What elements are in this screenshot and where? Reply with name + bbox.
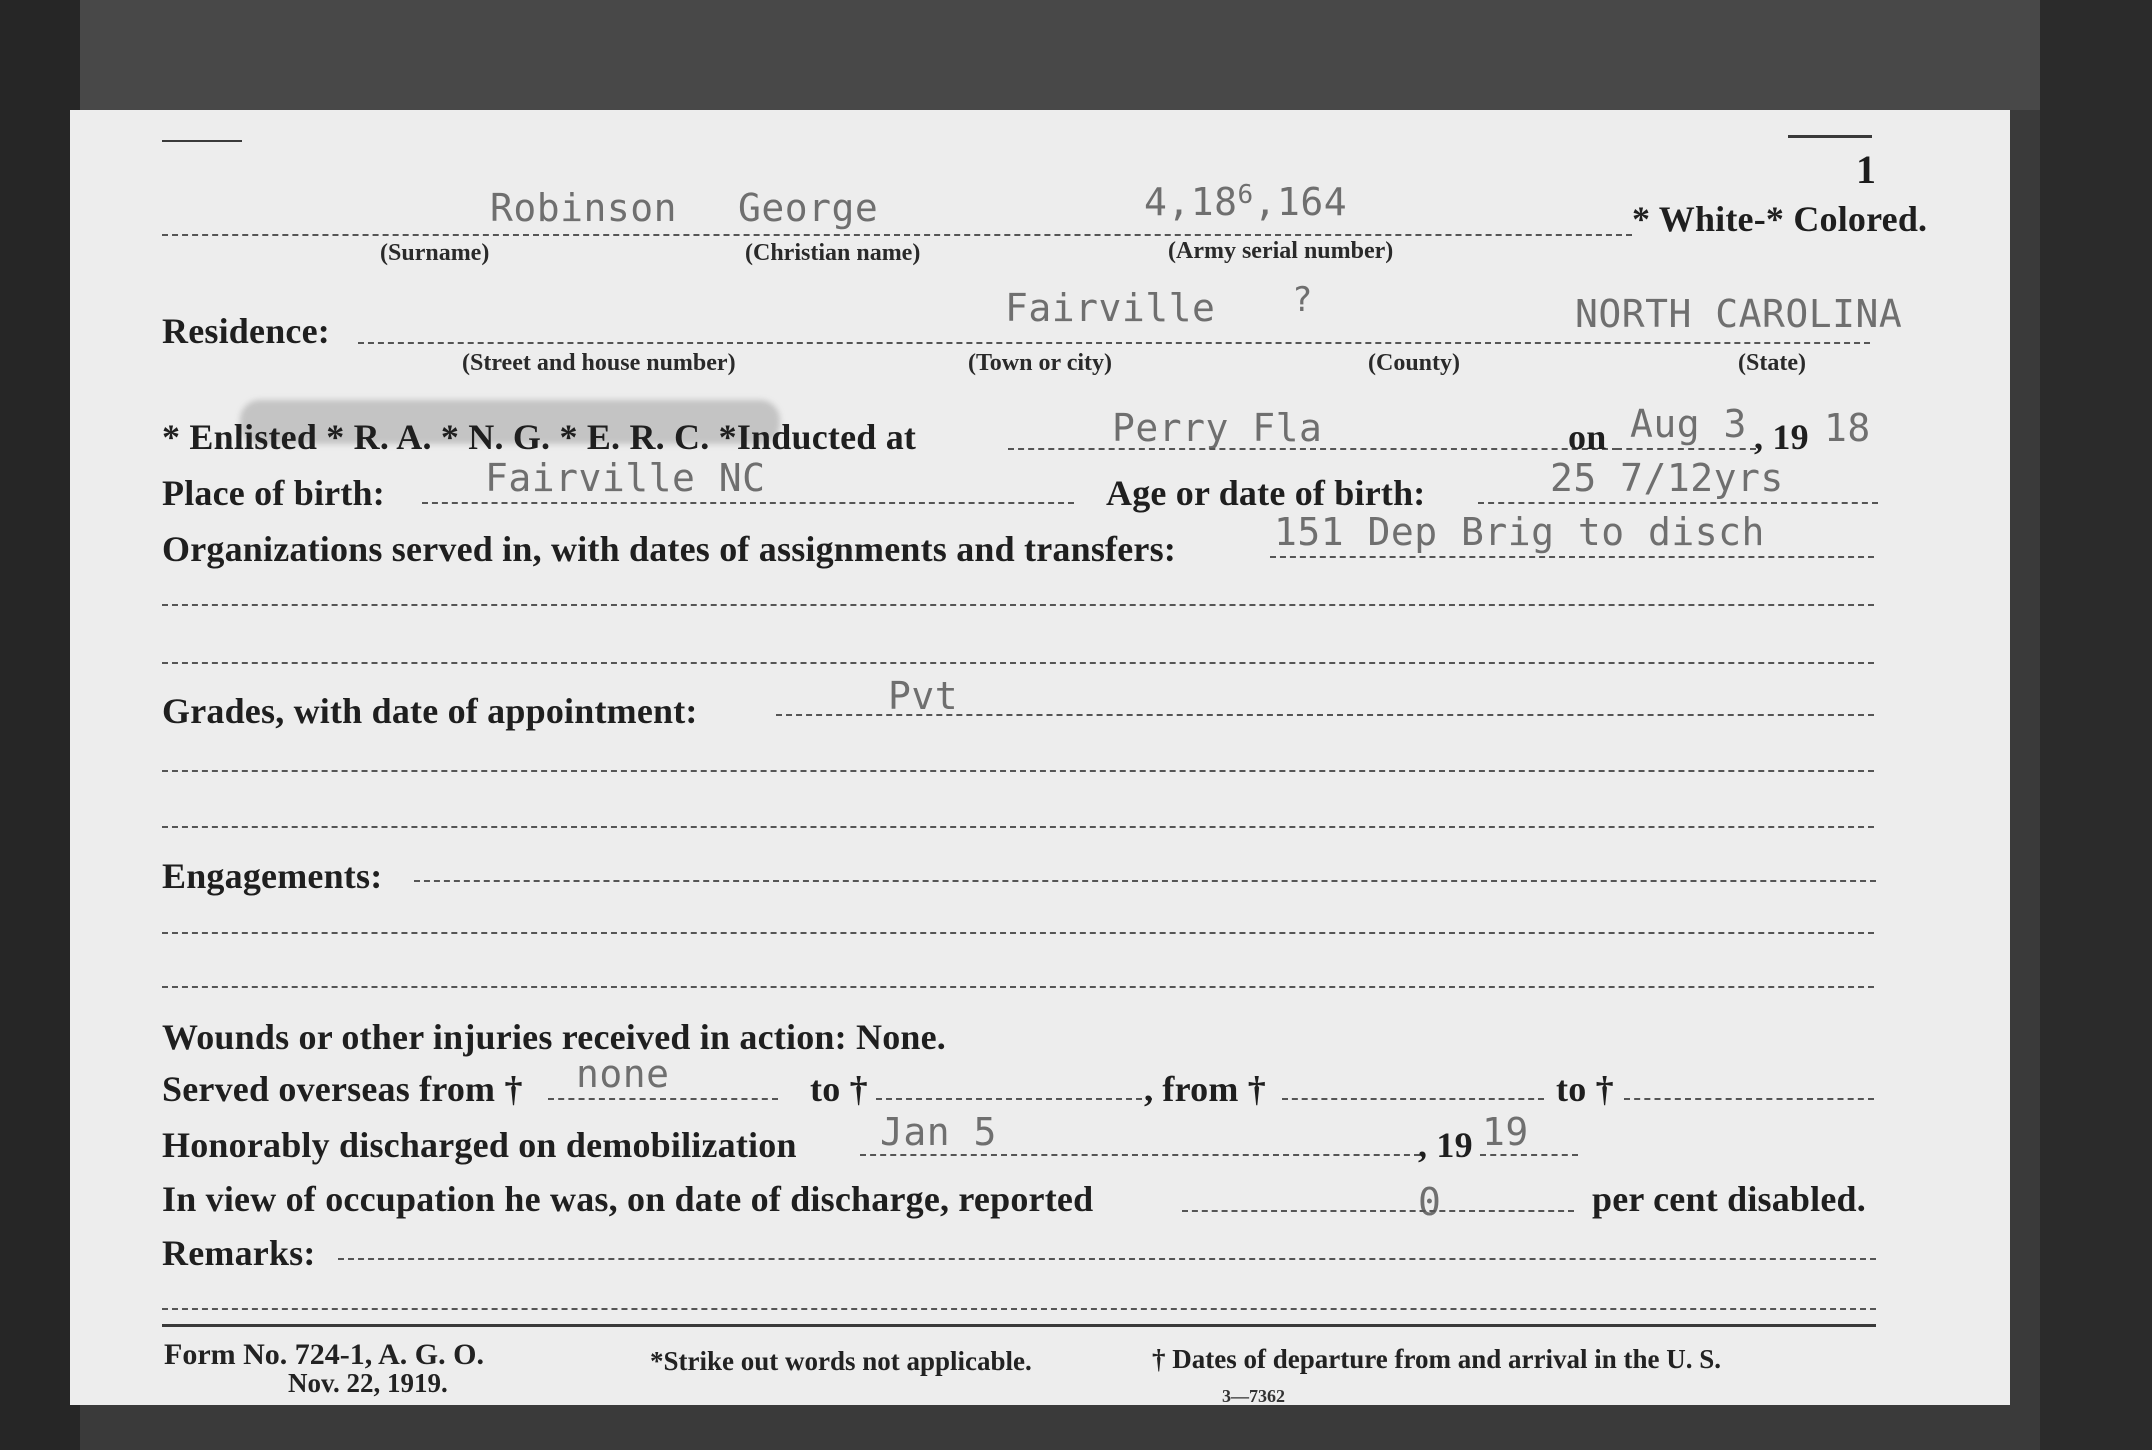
engagements-underline xyxy=(414,880,1876,882)
grades-value: Pvt xyxy=(888,674,959,718)
age-underline xyxy=(1478,502,1878,504)
engagements-line-2 xyxy=(162,932,1874,934)
christian-name-caption: (Christian name) xyxy=(745,240,921,266)
top-right-rule xyxy=(1788,135,1872,138)
induction-year-prefix: , 19 xyxy=(1754,417,1809,457)
print-code: 3—7362 xyxy=(1222,1386,1285,1406)
grades-line-2 xyxy=(162,770,1874,772)
surname-value: Robinson xyxy=(490,186,678,230)
organizations-value: 151 Dep Brig to disch xyxy=(1274,510,1765,554)
army-serial-caption: (Army serial number) xyxy=(1168,238,1394,264)
discharge-year-prefix: , 19 xyxy=(1418,1125,1473,1165)
residence-query-mark: ? xyxy=(1292,280,1313,320)
on-label: on xyxy=(1568,417,1607,457)
scanner-background-top xyxy=(80,0,2040,110)
remarks-line-2 xyxy=(162,1308,1876,1310)
overseas-to-underline xyxy=(876,1098,1152,1100)
footer-rule xyxy=(162,1324,1876,1327)
grades-underline xyxy=(776,714,1874,716)
overseas-from-underline-2 xyxy=(1282,1098,1544,1100)
induction-date-value: Aug 3 xyxy=(1630,402,1747,446)
overseas-to-underline-2 xyxy=(1624,1098,1874,1100)
card-number: 1 xyxy=(1856,147,1876,192)
discharge-date-underline xyxy=(860,1154,1420,1156)
inducted-place-underline xyxy=(1008,448,1618,450)
overseas-to-label: to † xyxy=(810,1069,868,1109)
street-caption: (Street and house number) xyxy=(462,350,736,376)
inducted-place-value: Perry Fla xyxy=(1112,406,1323,450)
surname-caption: (Surname) xyxy=(380,240,490,266)
disability-value: 0 xyxy=(1418,1180,1442,1224)
wounds-label: Wounds or other injuries received in action: None. xyxy=(162,1017,946,1057)
place-of-birth-value: Fairville NC xyxy=(485,456,766,500)
discharge-label: Honorably discharged on demobilization xyxy=(162,1125,797,1165)
top-left-rule xyxy=(162,140,242,142)
county-caption: (County) xyxy=(1368,350,1461,376)
header-underline xyxy=(162,234,1632,236)
disability-label: In view of occupation he was, on date of discharge, reported xyxy=(162,1179,1094,1219)
enlistment-label: * Enlisted * R. A. * N. G. * E. R. C. *Inducted at xyxy=(162,417,917,457)
scanner-background-right xyxy=(2040,0,2152,1450)
dates-note: † Dates of departure from and arrival in the U. S. xyxy=(1152,1344,1721,1374)
organizations-underline xyxy=(1270,556,1874,558)
disability-underline xyxy=(1182,1210,1574,1212)
age-label: Age or date of birth: xyxy=(1106,473,1426,513)
strike-out-note: *Strike out words not applicable. xyxy=(650,1346,1032,1376)
engagements-label: Engagements: xyxy=(162,856,383,896)
induction-date-underline xyxy=(1616,448,1756,450)
overseas-to-label-2: to † xyxy=(1556,1069,1614,1109)
induction-year-value: 18 xyxy=(1824,406,1871,450)
christian-name-value: George xyxy=(738,186,879,230)
scanner-background-left xyxy=(0,0,80,1450)
discharge-date-value: Jan 5 xyxy=(880,1110,997,1154)
service-record-card xyxy=(70,110,2010,1405)
form-number: Form No. 724-1, A. G. O. xyxy=(164,1338,484,1371)
overseas-from-label: Served overseas from † xyxy=(162,1069,523,1109)
residence-underline xyxy=(358,342,1870,344)
remarks-label: Remarks: xyxy=(162,1233,316,1273)
discharge-year-value: 19 xyxy=(1482,1110,1529,1154)
form-date: Nov. 22, 1919. xyxy=(288,1368,448,1398)
engagements-line-3 xyxy=(162,986,1874,988)
town-caption: (Town or city) xyxy=(968,350,1112,376)
residence-label: Residence: xyxy=(162,311,330,351)
overseas-from-underline xyxy=(548,1098,778,1100)
place-of-birth-underline xyxy=(422,502,1074,504)
discharge-year-underline xyxy=(1480,1154,1578,1156)
organizations-line-2 xyxy=(162,604,1874,606)
state-caption: (State) xyxy=(1738,350,1806,376)
army-serial-value: 4,18$^6$,164 xyxy=(1144,180,1348,224)
organizations-label: Organizations served in, with dates of assignments and transfers: xyxy=(162,529,1177,569)
place-of-birth-label: Place of birth: xyxy=(162,473,385,513)
residence-town-value: Fairville xyxy=(1005,286,1216,330)
organizations-line-3 xyxy=(162,662,1874,664)
grades-label: Grades, with date of appointment: xyxy=(162,691,698,731)
race-option: * White-* Colored. xyxy=(1632,199,1928,239)
disability-suffix: per cent disabled. xyxy=(1592,1179,1866,1219)
overseas-from-label-2: , from † xyxy=(1144,1069,1266,1109)
age-value: 25 7/12yrs xyxy=(1550,456,1784,500)
overseas-from-value: none xyxy=(576,1052,670,1096)
grades-line-3 xyxy=(162,826,1874,828)
residence-state-value: NORTH CAROLINA xyxy=(1575,292,1903,336)
remarks-underline xyxy=(338,1258,1876,1260)
